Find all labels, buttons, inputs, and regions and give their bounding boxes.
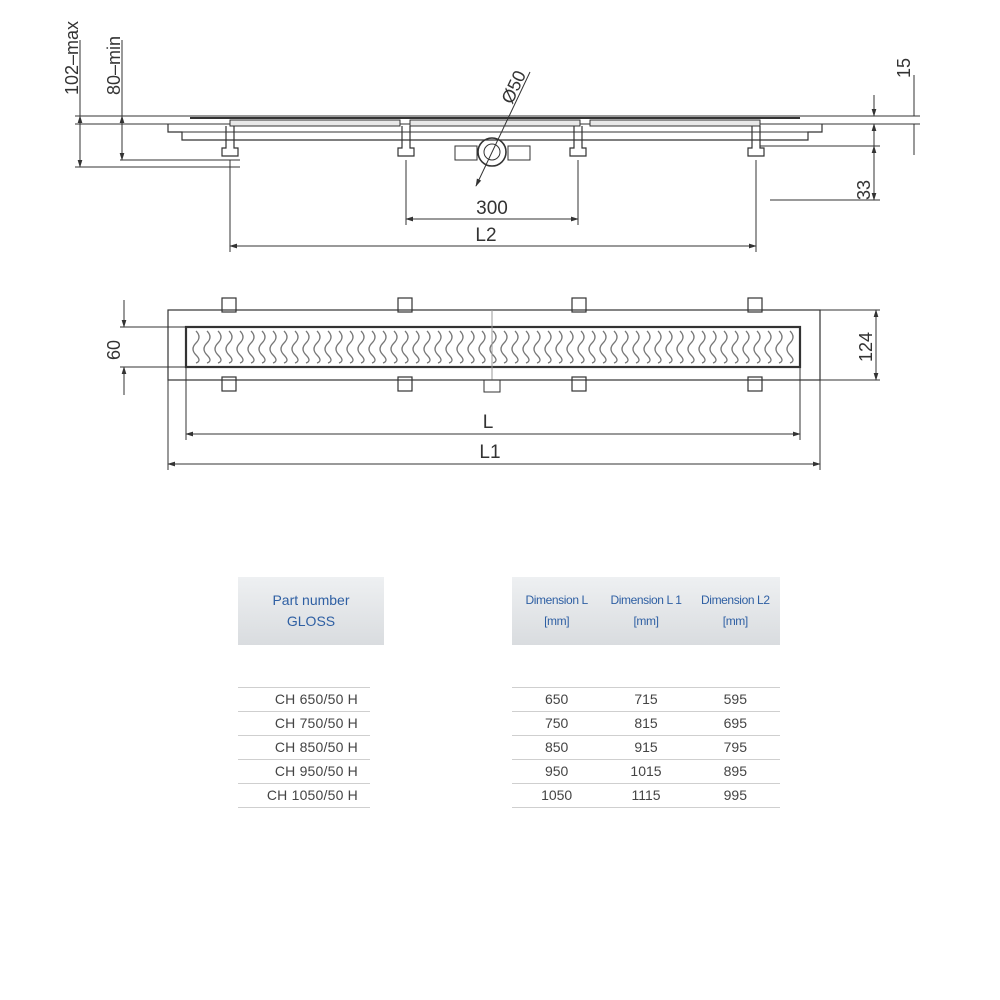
cell-L: 650 xyxy=(544,691,569,707)
part-header-line1: Part number xyxy=(272,592,350,608)
side-view xyxy=(75,40,920,252)
part-row: CH 650/50 H xyxy=(238,687,370,712)
table-row xyxy=(512,736,780,760)
label-L1: L1 xyxy=(479,442,501,463)
cell-L1: 815 xyxy=(634,715,658,731)
cell-L1: 915 xyxy=(634,739,658,755)
header-dimension-L: Dimension L [mm] xyxy=(525,593,588,628)
label-60: 60 xyxy=(104,339,124,360)
cell-L2: 995 xyxy=(723,787,747,803)
label-102-max: 102–max xyxy=(62,20,82,95)
label-diameter-50: Ø50 xyxy=(497,67,531,107)
table-row xyxy=(512,687,780,712)
label-33: 33 xyxy=(854,179,874,200)
part-row: CH 750/50 H xyxy=(238,712,370,736)
cell-L1: 1115 xyxy=(631,787,661,803)
part-number-column xyxy=(238,687,370,808)
label-300: 300 xyxy=(476,198,508,219)
part-row: CH 1050/50 H xyxy=(238,784,370,808)
cell-L2: 895 xyxy=(723,763,747,779)
label-L2: L2 xyxy=(475,225,497,246)
header-dimension-L2: Dimension L2 [mm] xyxy=(701,593,770,628)
cell-L1: 1015 xyxy=(630,763,662,779)
label-L: L xyxy=(482,412,494,433)
header-dimension-L1: Dimension L 1 [mm] xyxy=(610,593,682,628)
label-15: 15 xyxy=(894,57,914,78)
cell-L2: 595 xyxy=(723,691,747,707)
cell-L: 750 xyxy=(544,715,569,731)
dimension-headers xyxy=(512,577,780,645)
label-124: 124 xyxy=(856,331,876,362)
cell-L2: 795 xyxy=(723,739,747,755)
table-row xyxy=(512,712,780,736)
cell-L2: 695 xyxy=(723,715,747,731)
table-row xyxy=(512,760,780,784)
part-header-line2: GLOSS xyxy=(286,613,336,629)
cell-L: 950 xyxy=(544,763,569,779)
cell-L: 850 xyxy=(544,739,569,755)
part-row: CH 850/50 H xyxy=(238,736,370,760)
label-80-min: 80–min xyxy=(104,35,124,95)
cell-L: 1050 xyxy=(541,787,573,803)
cell-L1: 715 xyxy=(634,691,658,707)
grate-pattern xyxy=(193,331,793,363)
dimension-table xyxy=(512,687,780,808)
part-number-header xyxy=(238,577,384,645)
table-row xyxy=(512,784,780,808)
part-row: CH 950/50 H xyxy=(238,760,370,784)
